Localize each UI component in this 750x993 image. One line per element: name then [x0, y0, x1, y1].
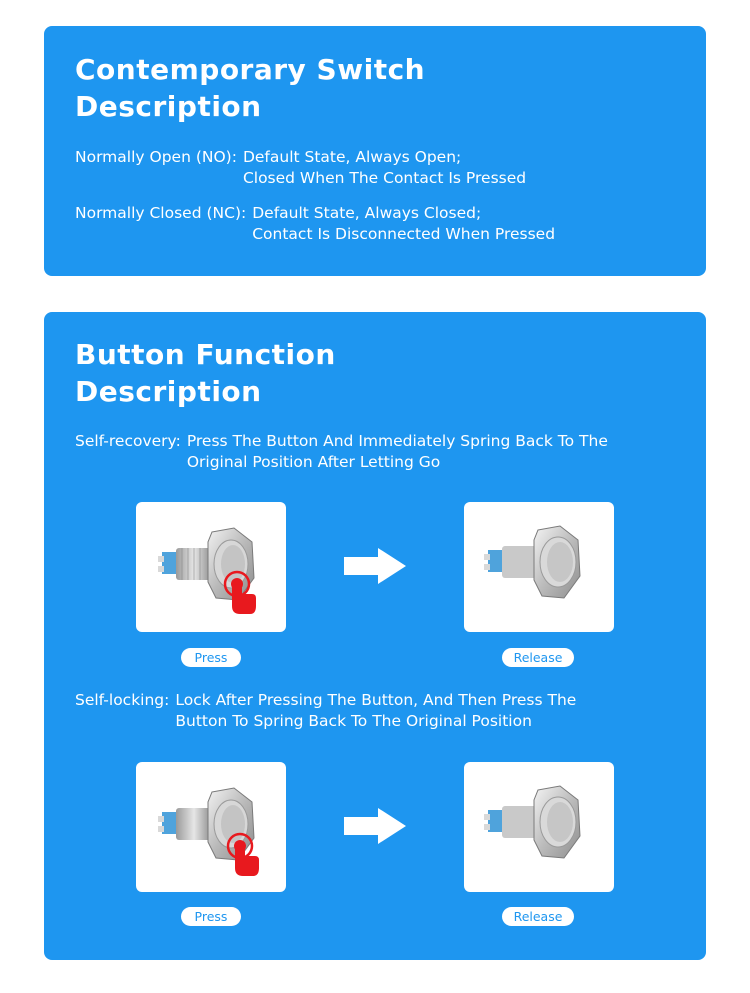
self-locking-release-photo [464, 762, 614, 892]
switch-release-photo [464, 762, 614, 892]
normally-closed-label: Normally Closed (NC): [75, 204, 247, 222]
switch-press-photo [136, 502, 286, 632]
self-recovery-press-badge: Press [181, 648, 241, 667]
self-locking-label: Self-locking: [75, 691, 170, 709]
self-recovery-label: Self-recovery: [75, 432, 181, 450]
normally-closed-line1: Default State, Always Closed; [252, 204, 482, 222]
self-recovery-line2: Original Position After Letting Go [186, 453, 441, 471]
switch-press-photo [136, 762, 286, 892]
normally-open-line1: Default State, Always Open; [242, 148, 462, 166]
self-locking-release-badge: Release [502, 907, 574, 926]
normally-open-row [75, 147, 526, 189]
normally-open-line2: Closed When The Contact Is Pressed [242, 169, 527, 187]
right-arrow-icon [344, 548, 406, 584]
switch-release-photo [464, 502, 614, 632]
self-locking-line1: Lock After Pressing The Button, And Then Press The [175, 691, 577, 709]
self-recovery-row [75, 431, 608, 473]
self-locking-line2: Button To Spring Back To The Original Position [175, 712, 532, 730]
switch-description-card [44, 26, 706, 276]
self-recovery-press-photo [136, 502, 286, 632]
self-recovery-release-photo [464, 502, 614, 632]
normally-closed-line2: Contact Is Disconnected When Pressed [252, 225, 556, 243]
self-recovery-release-badge: Release [502, 648, 574, 667]
self-locking-press-photo [136, 762, 286, 892]
switch-description-title: Contemporary Switch Description [75, 53, 426, 123]
self-locking-press-badge: Press [181, 907, 241, 926]
self-locking-row [75, 690, 576, 732]
normally-closed-row [75, 203, 555, 245]
normally-open-label: Normally Open (NO): [75, 148, 237, 166]
button-function-card [44, 312, 706, 960]
button-function-title: Button Function Description [75, 338, 336, 408]
right-arrow-icon [344, 808, 406, 844]
self-recovery-line1: Press The Button And Immediately Spring Back To The [186, 432, 608, 450]
